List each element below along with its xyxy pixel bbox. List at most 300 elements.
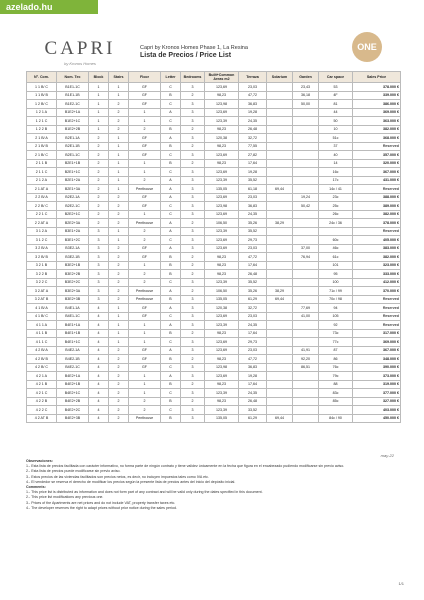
- table-cell: 87: [319, 346, 353, 355]
- table-cell: 4 1 B/ C: [27, 312, 57, 321]
- table-row: [27, 278, 401, 287]
- price-cell: Reserved: [353, 142, 401, 151]
- table-cell: 123,69: [205, 312, 239, 321]
- table-cell: B2E2+1C: [57, 210, 89, 219]
- table-row: [27, 236, 401, 245]
- table-cell: 98,23: [205, 253, 239, 262]
- table-cell: 10: [319, 125, 353, 134]
- table-row: [27, 108, 401, 117]
- table-cell: 35,26: [239, 219, 267, 228]
- table-cell: 1: [129, 321, 161, 330]
- table-cell: 23,03: [239, 346, 267, 355]
- table-cell: 40: [319, 151, 353, 160]
- table-cell: 76c: [319, 363, 353, 372]
- table-cell: B2E2-1A: [57, 193, 89, 202]
- price-cell: 389.000 €: [353, 202, 401, 211]
- price-cell: 431.000 €: [353, 176, 401, 185]
- table-cell: 51c: [319, 134, 353, 143]
- table-cell: 1: [129, 159, 161, 168]
- table-cell: 41,00: [293, 312, 319, 321]
- table-cell: 3: [89, 236, 109, 245]
- table-cell: 3: [181, 117, 205, 126]
- table-cell: Penthouse: [129, 185, 161, 194]
- table-cell: 2: [181, 125, 205, 134]
- table-cell: 61c: [319, 253, 353, 262]
- table-cell: 16c: [319, 168, 353, 177]
- table-cell: 3 2 AT B: [27, 295, 57, 304]
- table-cell: 26,48: [239, 270, 267, 279]
- table-cell: 2: [181, 219, 205, 228]
- table-cell: A: [161, 176, 181, 185]
- table-cell: 2: [109, 210, 129, 219]
- table-cell: [267, 346, 293, 355]
- table-cell: 1: [109, 185, 129, 194]
- table-cell: 3: [181, 295, 205, 304]
- table-cell: 3: [181, 389, 205, 398]
- table-cell: 123,39: [205, 406, 239, 415]
- table-cell: [267, 176, 293, 185]
- table-cell: 2: [109, 355, 129, 364]
- table-cell: 23,03: [239, 193, 267, 202]
- table-cell: 1: [129, 338, 161, 347]
- table-cell: 2: [181, 397, 205, 406]
- table-cell: 3 2 B/ B: [27, 253, 57, 262]
- table-cell: 123,69: [205, 244, 239, 253]
- table-cell: 4 1 1 C: [27, 338, 57, 347]
- table-cell: 32,72: [239, 134, 267, 143]
- brand-subtitle: by Kronos Homes: [64, 61, 96, 66]
- table-cell: B2E1-1B: [57, 142, 89, 151]
- table-cell: 3 2 B/ A: [27, 244, 57, 253]
- table-cell: B2E1-1A: [57, 134, 89, 143]
- column-header: Letter: [161, 72, 181, 83]
- table-cell: 77c: [319, 338, 353, 347]
- table-row: [27, 380, 401, 389]
- table-cell: A: [161, 244, 181, 253]
- table-cell: 3: [181, 202, 205, 211]
- table-cell: 47,72: [239, 253, 267, 262]
- table-cell: B: [161, 261, 181, 270]
- table-cell: B: [161, 355, 181, 364]
- table-cell: 60c: [319, 236, 353, 245]
- table-cell: C: [161, 312, 181, 321]
- table-cell: [293, 338, 319, 347]
- table-cell: 2: [109, 108, 129, 117]
- table-cell: B4E1+1C: [57, 338, 89, 347]
- table-cell: 38,29: [267, 219, 293, 228]
- comment-item: 3.- Prices of the Apartments are net prices and do not include VAT, property transfer taxes etc.: [26, 500, 176, 505]
- table-cell: 2: [109, 278, 129, 287]
- table-cell: 2 2 1 C: [27, 210, 57, 219]
- price-cell: 373.000 €: [353, 372, 401, 381]
- table-cell: [267, 168, 293, 177]
- table-cell: 3: [89, 244, 109, 253]
- table-cell: 17,64: [239, 159, 267, 168]
- table-cell: B4E1-1A: [57, 304, 89, 313]
- table-cell: B4E2+2C: [57, 406, 89, 415]
- table-cell: 1 2 B/ C: [27, 100, 57, 109]
- table-cell: 100: [319, 278, 353, 287]
- table-cell: B1E1-1C: [57, 83, 89, 92]
- table-cell: B4E1-1C: [57, 312, 89, 321]
- table-cell: [293, 270, 319, 279]
- table-cell: 2: [129, 270, 161, 279]
- table-cell: B3E2+2C: [57, 278, 89, 287]
- table-cell: 2: [181, 142, 205, 151]
- table-cell: 19,28: [239, 108, 267, 117]
- table-cell: B3E2+3A: [57, 287, 89, 296]
- table-cell: 98,23: [205, 380, 239, 389]
- table-cell: B4E2-1C: [57, 363, 89, 372]
- page-number: 1/1: [398, 581, 404, 586]
- table-cell: 98,23: [205, 270, 239, 279]
- table-cell: 50,00: [293, 100, 319, 109]
- table-cell: GF: [129, 91, 161, 100]
- column-header: Terraza: [239, 72, 267, 83]
- table-cell: 26c: [319, 210, 353, 219]
- table-cell: [267, 338, 293, 347]
- table-row: [27, 134, 401, 143]
- table-cell: 14: [319, 159, 353, 168]
- table-cell: 105: [319, 312, 353, 321]
- table-cell: 135,05: [205, 414, 239, 423]
- table-cell: [267, 329, 293, 338]
- table-cell: 92,20: [293, 355, 319, 364]
- table-cell: 47,72: [239, 91, 267, 100]
- table-cell: 3: [181, 406, 205, 415]
- table-cell: [267, 210, 293, 219]
- table-cell: 32,72: [239, 304, 267, 313]
- table-cell: B4E2+1C: [57, 389, 89, 398]
- table-cell: 4: [89, 380, 109, 389]
- table-cell: 2 1 1 B: [27, 159, 57, 168]
- table-cell: 123,69: [205, 210, 239, 219]
- price-cell: 319.000 €: [353, 380, 401, 389]
- table-cell: GF: [129, 142, 161, 151]
- table-cell: 2: [89, 159, 109, 168]
- table-cell: 106,50: [205, 219, 239, 228]
- table-cell: 3: [181, 304, 205, 313]
- table-cell: 4 2 1 B: [27, 380, 57, 389]
- table-cell: 98,23: [205, 397, 239, 406]
- table-cell: 123,69: [205, 108, 239, 117]
- table-cell: 120,38: [205, 304, 239, 313]
- table-cell: 2: [181, 253, 205, 262]
- table-cell: C: [161, 100, 181, 109]
- table-row: [27, 389, 401, 398]
- table-cell: C: [161, 202, 181, 211]
- table-cell: B2E1-1C: [57, 151, 89, 160]
- table-cell: 33,52: [239, 406, 267, 415]
- table-cell: 3: [181, 312, 205, 321]
- table-cell: 3: [181, 185, 205, 194]
- table-cell: 98,23: [205, 142, 239, 151]
- table-cell: 3: [89, 253, 109, 262]
- table-cell: 98,23: [205, 91, 239, 100]
- column-header: Nom. Tec: [57, 72, 89, 83]
- table-cell: [293, 210, 319, 219]
- table-cell: 2: [89, 151, 109, 160]
- table-cell: 1: [129, 117, 161, 126]
- table-cell: 25c: [319, 202, 353, 211]
- table-cell: B: [161, 414, 181, 423]
- price-cell: 377.000 €: [353, 389, 401, 398]
- table-cell: [267, 406, 293, 415]
- table-cell: 2: [181, 329, 205, 338]
- table-cell: 95: [319, 270, 353, 279]
- table-cell: 3: [181, 134, 205, 143]
- table-cell: [267, 83, 293, 92]
- table-cell: 2: [109, 372, 129, 381]
- table-cell: [267, 253, 293, 262]
- table-cell: B2E1+1C: [57, 168, 89, 177]
- table-cell: [267, 100, 293, 109]
- table-cell: 27,82: [239, 151, 267, 160]
- table-cell: [267, 91, 293, 100]
- table-cell: 1: [129, 108, 161, 117]
- table-cell: [267, 125, 293, 134]
- table-row: [27, 406, 401, 415]
- price-cell: 348.000 €: [353, 355, 401, 364]
- price-cell: 412.000 €: [353, 278, 401, 287]
- table-cell: B1E2+1A: [57, 108, 89, 117]
- table-row: [27, 329, 401, 338]
- table-cell: 2: [109, 244, 129, 253]
- table-cell: 2: [109, 389, 129, 398]
- table-cell: 69,44: [267, 414, 293, 423]
- table-cell: [293, 168, 319, 177]
- table-cell: 1: [89, 108, 109, 117]
- table-cell: 2: [109, 125, 129, 134]
- table-cell: [267, 261, 293, 270]
- table-cell: B: [161, 253, 181, 262]
- table-cell: 2: [129, 236, 161, 245]
- table-cell: [267, 227, 293, 236]
- table-cell: 85c: [319, 397, 353, 406]
- column-header: Floor: [129, 72, 161, 83]
- observation-item: 2.- Esta lista de precios puede modificarse sin previo aviso.: [26, 469, 121, 474]
- table-cell: 2 2 B/ A: [27, 193, 57, 202]
- table-cell: 1 2 2 B: [27, 125, 57, 134]
- table-cell: 38,29: [267, 287, 293, 296]
- table-cell: [267, 244, 293, 253]
- table-cell: [267, 312, 293, 321]
- table-cell: [267, 134, 293, 143]
- table-cell: 4 1 1 B: [27, 329, 57, 338]
- price-cell: 388.000 €: [353, 193, 401, 202]
- table-cell: [293, 117, 319, 126]
- table-cell: 19,28: [239, 168, 267, 177]
- table-cell: 2: [181, 287, 205, 296]
- table-cell: 123,69: [205, 193, 239, 202]
- table-cell: B: [161, 270, 181, 279]
- price-table: [26, 71, 401, 423]
- table-cell: A: [161, 134, 181, 143]
- table-cell: 2: [89, 193, 109, 202]
- table-row: [27, 168, 401, 177]
- column-header: Bedrooms: [181, 72, 205, 83]
- table-cell: 3: [181, 151, 205, 160]
- table-cell: 3: [181, 372, 205, 381]
- table-cell: GF: [129, 363, 161, 372]
- price-cell: 320.000 €: [353, 159, 401, 168]
- table-cell: 81: [319, 100, 353, 109]
- table-cell: GF: [129, 346, 161, 355]
- table-cell: C: [161, 168, 181, 177]
- table-cell: C: [161, 83, 181, 92]
- table-cell: 1: [109, 168, 129, 177]
- table-cell: 3 2 2 C: [27, 278, 57, 287]
- table-cell: [267, 270, 293, 279]
- table-cell: B2E1+1B: [57, 159, 89, 168]
- table-cell: 3: [181, 278, 205, 287]
- column-header: Car space: [319, 72, 353, 83]
- table-cell: 4: [89, 312, 109, 321]
- table-cell: 4 2 2 B: [27, 397, 57, 406]
- table-cell: 123,39: [205, 321, 239, 330]
- table-cell: Penthouse: [129, 287, 161, 296]
- table-cell: 3: [181, 414, 205, 423]
- table-cell: 1: [129, 372, 161, 381]
- table-cell: 123,69: [205, 372, 239, 381]
- table-cell: 4 1 1 A: [27, 321, 57, 330]
- table-cell: 2: [89, 176, 109, 185]
- table-cell: 1: [109, 321, 129, 330]
- table-cell: [267, 193, 293, 202]
- table-cell: 26,48: [239, 397, 267, 406]
- table-cell: 3: [181, 83, 205, 92]
- table-cell: 1: [89, 100, 109, 109]
- table-cell: 123,98: [205, 100, 239, 109]
- table-cell: 1: [129, 389, 161, 398]
- table-cell: 44: [319, 108, 353, 117]
- table-cell: 4 2 AT B: [27, 414, 57, 423]
- table-row: [27, 210, 401, 219]
- table-row: [27, 338, 401, 347]
- table-cell: 2: [129, 397, 161, 406]
- table-cell: 123,39: [205, 278, 239, 287]
- table-cell: [293, 278, 319, 287]
- table-cell: 123,69: [205, 236, 239, 245]
- table-cell: 3: [89, 287, 109, 296]
- table-cell: GF: [129, 253, 161, 262]
- table-cell: B3E1+2C: [57, 236, 89, 245]
- price-cell: 405.000 €: [353, 236, 401, 245]
- price-cell: 386.000 €: [353, 100, 401, 109]
- table-cell: 2: [89, 185, 109, 194]
- comment-item: 2.- This price list modifications any previous one.: [26, 495, 104, 500]
- table-row: [27, 91, 401, 100]
- table-cell: 4: [89, 372, 109, 381]
- table-cell: 1: [109, 91, 129, 100]
- table-cell: B: [161, 295, 181, 304]
- table-cell: B1E2+2B: [57, 125, 89, 134]
- table-cell: 35,52: [239, 176, 267, 185]
- table-cell: [267, 321, 293, 330]
- table-cell: C: [161, 363, 181, 372]
- table-cell: [267, 142, 293, 151]
- table-cell: 135,05: [205, 185, 239, 194]
- table-cell: 4 2 2 C: [27, 406, 57, 415]
- table-cell: C: [161, 117, 181, 126]
- table-row: [27, 219, 401, 228]
- table-cell: 86,51: [293, 363, 319, 372]
- table-cell: 2: [89, 202, 109, 211]
- table-cell: GF: [129, 134, 161, 143]
- table-cell: 3: [181, 321, 205, 330]
- table-cell: 77,55: [239, 142, 267, 151]
- table-cell: [293, 236, 319, 245]
- table-row: [27, 414, 401, 423]
- table-cell: A: [161, 372, 181, 381]
- price-cell: 383.000 €: [353, 244, 401, 253]
- table-cell: 1: [129, 329, 161, 338]
- table-cell: 98,23: [205, 125, 239, 134]
- table-cell: 3: [181, 244, 205, 253]
- observation-item: 3.- Estos precios de las viviendas facilitados son precios netos, es decir, no incluyen impuestos tales como IVA etc.: [26, 474, 209, 479]
- table-cell: 3: [89, 227, 109, 236]
- table-cell: A: [161, 321, 181, 330]
- table-cell: 1: [129, 210, 161, 219]
- table-cell: B: [161, 142, 181, 151]
- observation-item: 4.- El vendedor se reserva el derecho de modificar los precios según la presente lista de precios antes del inicio del depósito inicial.: [26, 479, 236, 484]
- table-cell: 135,05: [205, 295, 239, 304]
- table-cell: 24,35: [239, 321, 267, 330]
- table-cell: 53: [319, 83, 353, 92]
- table-cell: 98,23: [205, 159, 239, 168]
- table-cell: A: [161, 193, 181, 202]
- table-cell: 1: [109, 304, 129, 313]
- table-cell: 101: [319, 261, 353, 270]
- table-cell: 2: [181, 380, 205, 389]
- table-cell: [267, 304, 293, 313]
- table-cell: 123,39: [205, 176, 239, 185]
- table-cell: 23,43: [293, 83, 319, 92]
- header-line1: Capri by Kronos Homes Phase 1, La Resina: [140, 45, 248, 51]
- table-cell: 4: [89, 304, 109, 313]
- table-cell: [267, 397, 293, 406]
- watermark-banner: azelado.hu: [0, 0, 98, 14]
- price-cell: 367.000 €: [353, 346, 401, 355]
- one-badge: ONE: [352, 32, 382, 62]
- table-cell: [267, 151, 293, 160]
- price-cell: Reserved: [353, 304, 401, 313]
- table-row: [27, 363, 401, 372]
- table-row: [27, 355, 401, 364]
- table-cell: 2: [109, 202, 129, 211]
- table-cell: 61,29: [239, 295, 267, 304]
- table-cell: 1: [109, 151, 129, 160]
- table-cell: [293, 151, 319, 160]
- table-cell: 2 2 B/ C: [27, 202, 57, 211]
- table-cell: 3: [89, 261, 109, 270]
- table-cell: 17c: [319, 176, 353, 185]
- table-cell: 2: [109, 117, 129, 126]
- table-cell: C: [161, 278, 181, 287]
- table-cell: [267, 159, 293, 168]
- table-row: [27, 176, 401, 185]
- table-cell: [267, 236, 293, 245]
- price-cell: 382.000 €: [353, 210, 401, 219]
- table-cell: 2: [109, 287, 129, 296]
- table-cell: 2: [109, 193, 129, 202]
- table-cell: [293, 261, 319, 270]
- table-cell: C: [161, 236, 181, 245]
- price-cell: 369.000 €: [353, 108, 401, 117]
- table-cell: [293, 108, 319, 117]
- table-cell: 24,35: [239, 210, 267, 219]
- table-cell: 3: [181, 193, 205, 202]
